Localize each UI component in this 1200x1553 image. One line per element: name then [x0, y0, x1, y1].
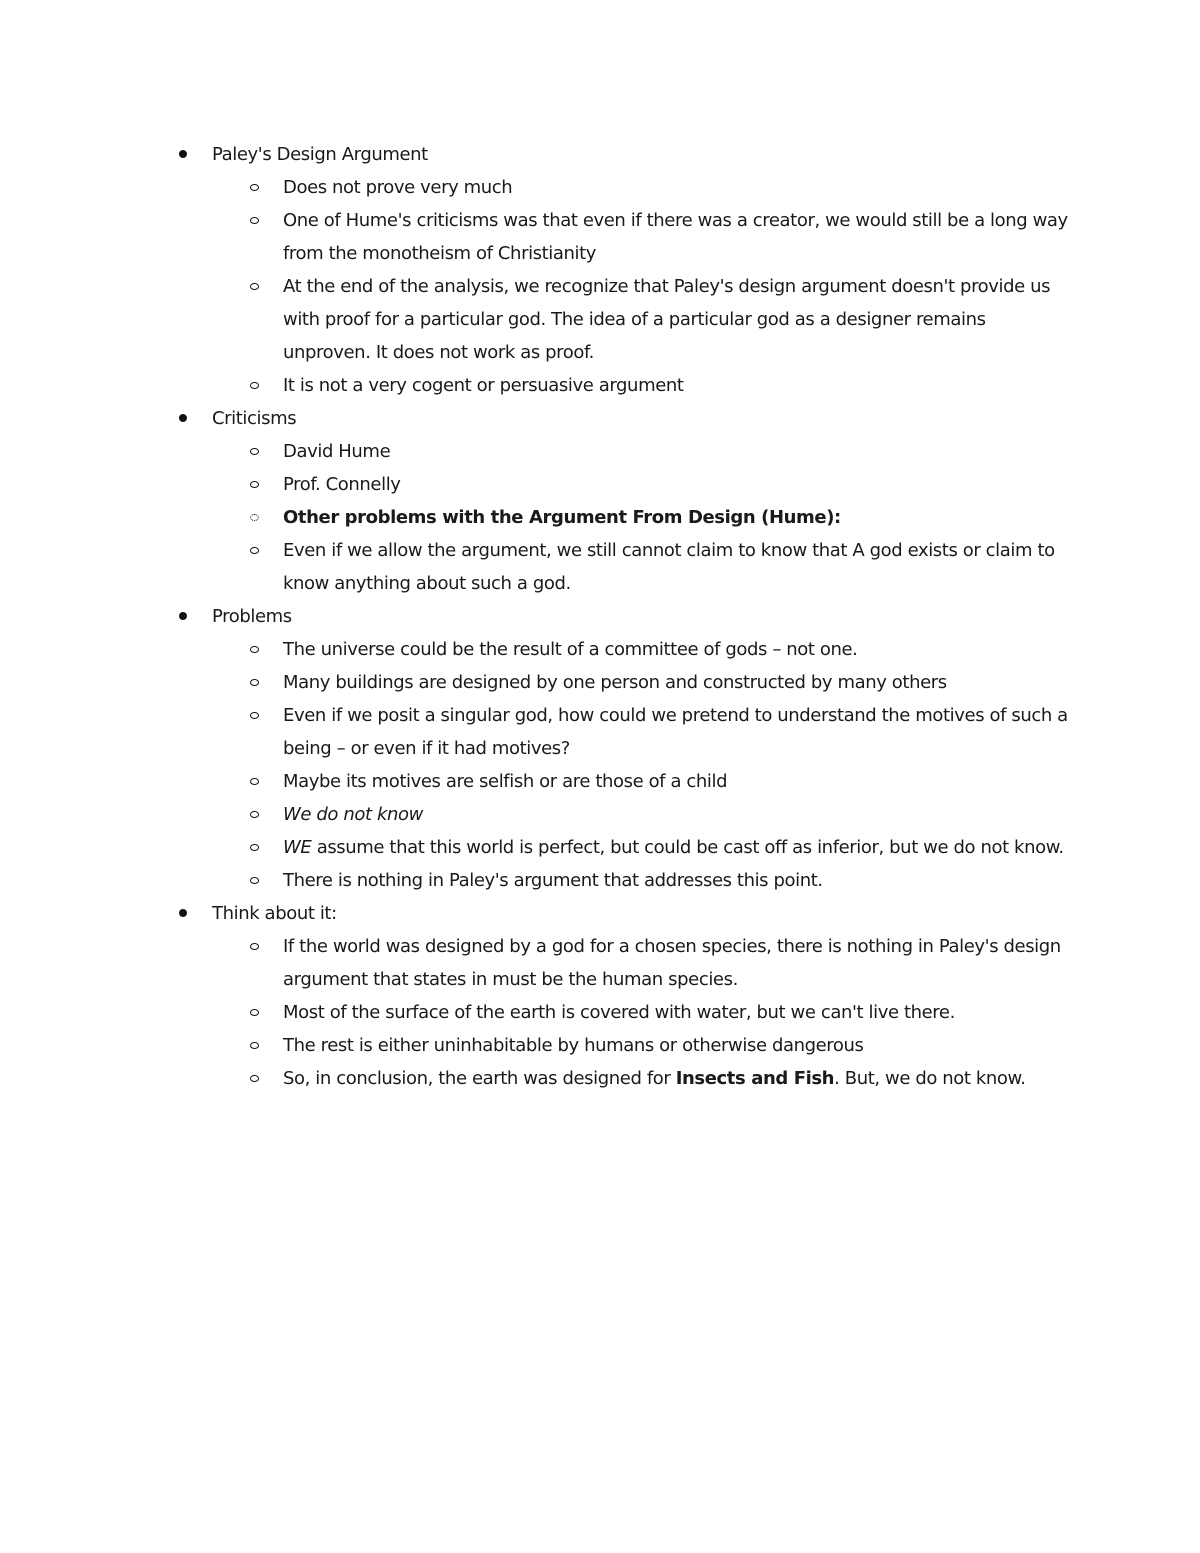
- list-item: [0, 699, 1200, 765]
- section-heading-text: Paley's Design Argument: [212, 144, 428, 165]
- list-item: [0, 171, 1200, 204]
- list-item-text: There is nothing in Paley's argument that addresses this point.: [283, 870, 823, 891]
- hollow-bullet-icon: [250, 283, 259, 290]
- list-item: [0, 369, 1200, 402]
- list-item: [0, 930, 1200, 996]
- notes-outline: [0, 138, 1200, 1095]
- section-heading-paley: [0, 138, 1200, 171]
- hollow-bullet-icon: [250, 1009, 259, 1016]
- list-item-text: At the end of the analysis, we recognize that Paley's design argument doesn't provide us with proof for a particular god. The idea of a particular god as a designer remains unproven. It does not work as proof.: [283, 276, 1051, 363]
- hollow-bullet-icon: [250, 217, 259, 224]
- list-item: [0, 765, 1200, 798]
- bold-text: Insects and Fish: [675, 1068, 835, 1089]
- list-item: [0, 435, 1200, 468]
- list-item-text: It is not a very cogent or persuasive argument: [283, 375, 684, 396]
- list-item-text: The universe could be the result of a committee of gods – not one.: [283, 639, 858, 660]
- section-heading-think-about-it: [0, 897, 1200, 930]
- section-heading-text: Problems: [212, 606, 292, 627]
- list-item-text: We do not know: [283, 804, 423, 825]
- list-item-text: Many buildings are designed by one person and constructed by many others: [283, 672, 947, 693]
- hollow-bullet-icon: [250, 1042, 259, 1049]
- emphasis-text: WE: [283, 837, 312, 858]
- hollow-bullet-icon: [250, 877, 259, 884]
- hollow-bullet-icon: [250, 1075, 259, 1082]
- hollow-bullet-icon: [250, 547, 259, 554]
- filled-bullet-icon: [179, 150, 187, 158]
- list-item-text: assume that this world is perfect, but could be cast off as inferior, but we do not know.: [311, 837, 1064, 858]
- list-item-text: Does not prove very much: [283, 177, 513, 198]
- list-item: [0, 996, 1200, 1029]
- list-item: [0, 666, 1200, 699]
- list-item: [0, 798, 1200, 831]
- list-item: [0, 1062, 1200, 1095]
- hollow-bullet-icon: [250, 712, 259, 719]
- section-heading-text: Criticisms: [212, 408, 297, 429]
- filled-bullet-icon: [179, 612, 187, 620]
- list-item-text: Maybe its motives are selfish or are those of a child: [283, 771, 728, 792]
- list-item: [0, 204, 1200, 270]
- hollow-bullet-icon: [250, 844, 259, 851]
- list-item-bold-heading: [0, 501, 1200, 534]
- list-item: [0, 864, 1200, 897]
- hollow-bullet-icon: [250, 382, 259, 389]
- list-item-text: Other problems with the Argument From Design (Hume):: [283, 507, 841, 528]
- hollow-bullet-icon: [250, 448, 259, 455]
- hollow-bullet-icon: [250, 646, 259, 653]
- hollow-bullet-icon: [250, 481, 259, 488]
- hollow-bullet-icon: [250, 811, 259, 818]
- list-item-text: The rest is either uninhabitable by humans or otherwise dangerous: [283, 1035, 864, 1056]
- list-item-text: If the world was designed by a god for a chosen species, there is nothing in Paley's design argument that states in must be the human species.: [283, 936, 1061, 990]
- list-item-text: David Hume: [283, 441, 391, 462]
- list-item-text: . But, we do not know.: [834, 1068, 1026, 1089]
- list-item: [0, 1029, 1200, 1062]
- hollow-bullet-icon: [250, 679, 259, 686]
- list-item: [0, 633, 1200, 666]
- list-item-text: Most of the surface of the earth is covered with water, but we can't live there.: [283, 1002, 955, 1023]
- list-item-text: Even if we allow the argument, we still cannot claim to know that A god exists or claim to know anything about such a god.: [283, 540, 1055, 594]
- section-heading-criticisms: [0, 402, 1200, 435]
- section-heading-problems: [0, 600, 1200, 633]
- list-item: [0, 270, 1200, 369]
- section-heading-text: Think about it:: [212, 903, 337, 924]
- hollow-bullet-icon: [250, 778, 259, 785]
- list-item: [0, 534, 1200, 600]
- list-item-text: Prof. Connelly: [283, 474, 401, 495]
- filled-bullet-icon: [179, 909, 187, 917]
- dotted-bullet-icon: [250, 514, 259, 521]
- list-item-text: Even if we posit a singular god, how could we pretend to understand the motives of such a being – or even if it had motives?: [283, 705, 1068, 759]
- list-item: [0, 831, 1200, 864]
- list-item-text: One of Hume's criticisms was that even if there was a creator, we would still be a long way from the monotheism of Christianity: [283, 210, 1068, 264]
- filled-bullet-icon: [179, 414, 187, 422]
- list-item: [0, 468, 1200, 501]
- hollow-bullet-icon: [250, 943, 259, 950]
- hollow-bullet-icon: [250, 184, 259, 191]
- list-item-text: So, in conclusion, the earth was designed for: [283, 1068, 676, 1089]
